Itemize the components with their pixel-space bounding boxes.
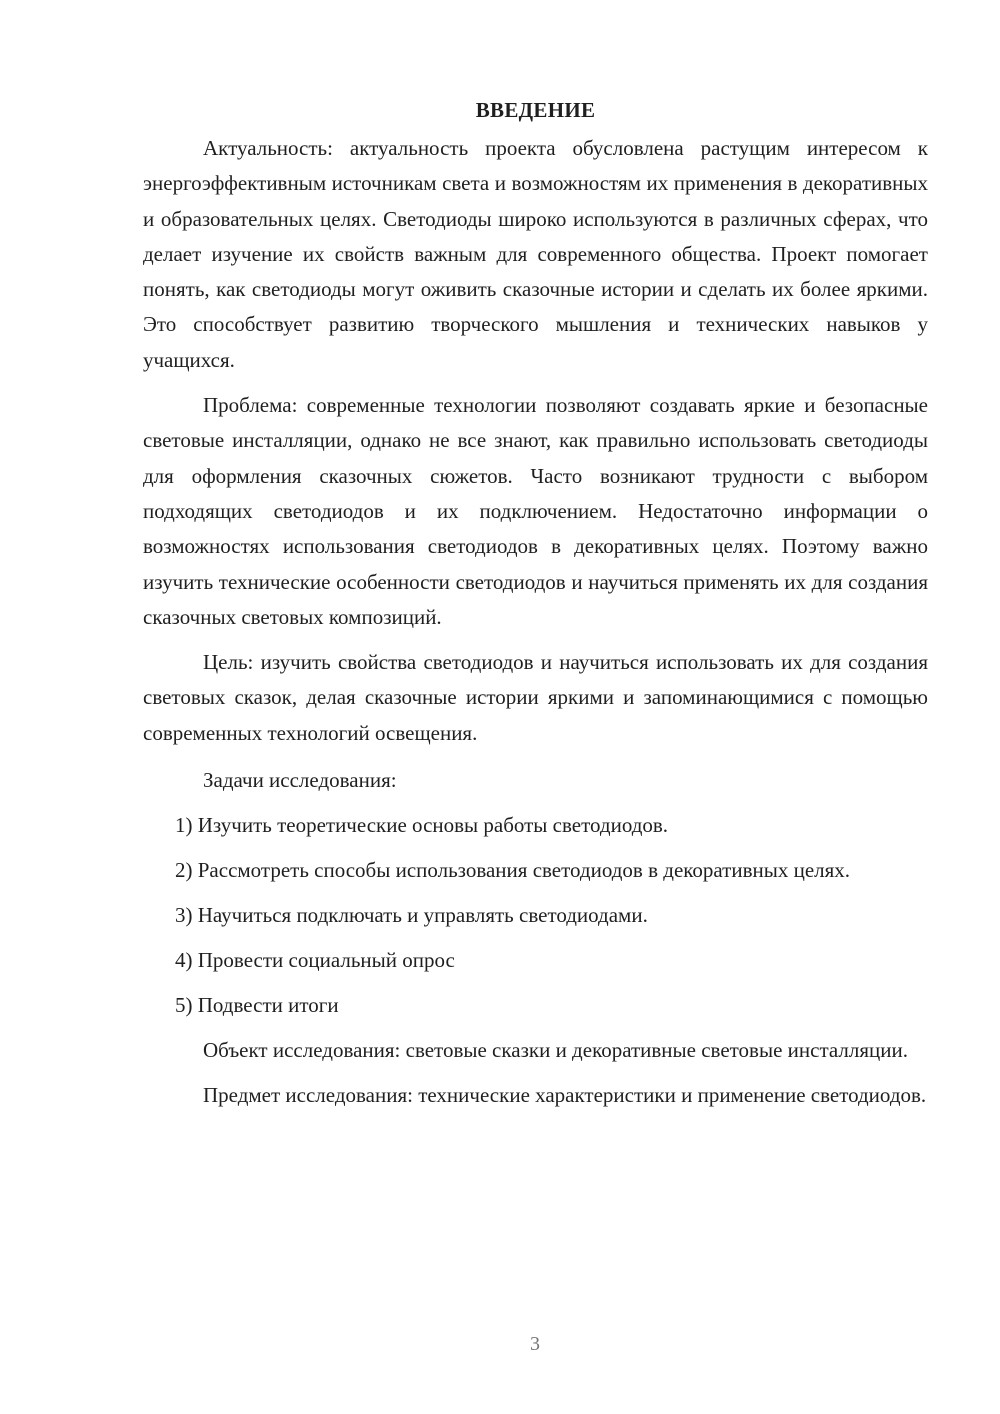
task-item: 1) Изучить теоретические основы работы светодиодов. bbox=[175, 813, 669, 838]
task-item: 3) Научиться подключать и управлять светодиодами. bbox=[175, 903, 648, 928]
tasks-title: Задачи исследования: bbox=[203, 768, 397, 793]
tasks-list bbox=[143, 808, 928, 1023]
task-item: 4) Провести социальный опрос bbox=[175, 948, 455, 973]
section-heading: ВВЕДЕНИЕ bbox=[475, 98, 596, 122]
task-item: 2) Рассмотреть способы использования светодиодов в декоративных целях. bbox=[175, 858, 851, 883]
paragraph-subject: Предмет исследования: технические характеристики и применение светодиодов. bbox=[203, 1083, 927, 1108]
task-item: 5) Подвести итоги bbox=[175, 993, 339, 1018]
paragraph-object: Объект исследования: световые сказки и декоративные световые инсталляции. bbox=[203, 1038, 908, 1063]
paragraph-goal: Цель: изучить свойства светодиодов и научиться использовать их для создания световых сказок, делая сказочные истории яркими и запоминающимися с помощью современных технологий освещения. bbox=[143, 650, 928, 745]
page-number: 3 bbox=[530, 1333, 540, 1355]
document-page bbox=[143, 95, 928, 1114]
paragraph-problem: Проблема: современные технологии позволяют создавать яркие и безопасные световые инсталляции, однако не все знают, как правильно использовать светодиоды для оформления сказочных сюжетов. Часто возникают трудности с выбором подходящих светодиодов и их подключением. Недостаточно информации о возможностях использования светодиодов в декоративных целях. Поэтому важно изучить технические особенности светодиодов и научиться применять их для создания сказочных световых композиций. bbox=[143, 393, 928, 629]
paragraph-relevance: Актуальность: актуальность проекта обусловлена растущим интересом к энергоэффективным источникам света и возможностям их применения в декоративных и образовательных целях. Светодиоды широко используются в различных сферах, что делает изучение их свойств важным для современного общества. Проект помогает понять, как светодиоды могут оживить сказочные истории и сделать их более яркими. Это способствует развитию творческого мышления и технических навыков у учащихся. bbox=[143, 136, 928, 372]
